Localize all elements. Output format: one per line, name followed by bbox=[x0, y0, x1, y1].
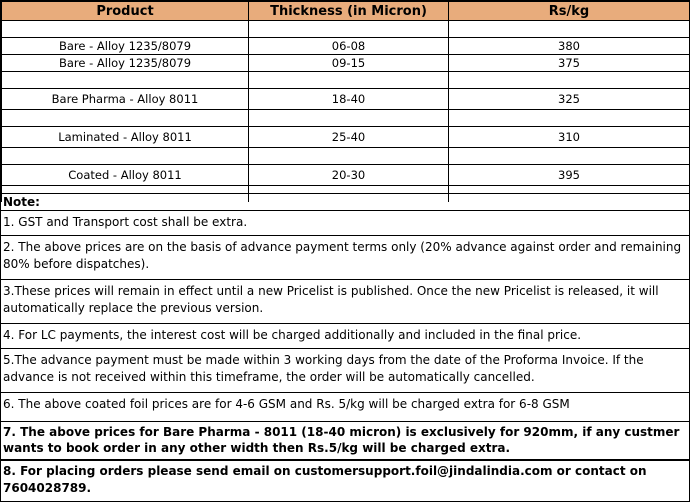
cell-price bbox=[449, 148, 690, 165]
table-row bbox=[2, 72, 690, 89]
table-row bbox=[2, 55, 690, 72]
note-item: 7. The above prices for Bare Pharma - 8011 (18-40 micron) is exclusively for 920mm, if any custmer wants to book order in any other width then Rs.5/kg will be charged extra. bbox=[1, 421, 689, 459]
cell-thickness: 18-40 bbox=[249, 89, 449, 110]
table-row bbox=[2, 127, 690, 148]
note-item: 8. For placing orders please send email on customersupport.foil@jindalindia.com or contact on 7604028789. bbox=[1, 459, 689, 483]
header-product: Product bbox=[2, 2, 249, 21]
table-row bbox=[2, 89, 690, 110]
table-header-row bbox=[2, 2, 690, 21]
cell-product: Coated - Alloy 8011 bbox=[2, 165, 249, 186]
cell-thickness bbox=[249, 110, 449, 127]
header-thickness: Thickness (in Micron) bbox=[249, 2, 449, 21]
table-row bbox=[2, 148, 690, 165]
note-item: 3.These prices will remain in effect until a new Pricelist is published. Once the new Pricelist is released, it will automatically replace the previous version. bbox=[1, 279, 689, 323]
note-item: 5.The advance payment must be made within 3 working days from the date of the Proforma Invoice. If the advance is not received within this timeframe, the order will be automatically cancelled. bbox=[1, 348, 689, 392]
cell-product bbox=[2, 21, 249, 38]
cell-thickness: 06-08 bbox=[249, 38, 449, 55]
cell-thickness bbox=[249, 21, 449, 38]
cell-product: Bare - Alloy 1235/8079 bbox=[2, 38, 249, 55]
cell-price: 325 bbox=[449, 89, 690, 110]
cell-product: Bare - Alloy 1235/8079 bbox=[2, 55, 249, 72]
table-row bbox=[2, 110, 690, 127]
note-item: 6. The above coated foil prices are for 4-6 GSM and Rs. 5/kg will be charged extra for 6-8 GSM bbox=[1, 392, 689, 421]
cell-price: 310 bbox=[449, 127, 690, 148]
cell-product bbox=[2, 110, 249, 127]
cell-thickness: 09-15 bbox=[249, 55, 449, 72]
cell-thickness bbox=[249, 148, 449, 165]
cell-product: Bare Pharma - Alloy 8011 bbox=[2, 89, 249, 110]
notes-section bbox=[1, 193, 689, 495]
cell-price bbox=[449, 72, 690, 89]
price-table bbox=[1, 1, 690, 202]
cell-product bbox=[2, 72, 249, 89]
cell-product bbox=[2, 148, 249, 165]
cell-thickness: 25-40 bbox=[249, 127, 449, 148]
cell-price: 380 bbox=[449, 38, 690, 55]
table-row bbox=[2, 165, 690, 186]
cell-product: Laminated - Alloy 8011 bbox=[2, 127, 249, 148]
cell-price bbox=[449, 21, 690, 38]
cell-thickness bbox=[249, 72, 449, 89]
table-row bbox=[2, 38, 690, 55]
cell-price bbox=[449, 110, 690, 127]
notes-heading: Note: bbox=[3, 195, 40, 209]
table-row bbox=[2, 21, 690, 38]
note-item: 4. For LC payments, the interest cost will be charged additionally and included in the final price. bbox=[1, 323, 689, 348]
cell-price: 395 bbox=[449, 165, 690, 186]
cell-thickness: 20-30 bbox=[249, 165, 449, 186]
cell-price: 375 bbox=[449, 55, 690, 72]
note-item: 2. The above prices are on the basis of advance payment terms only (20% advance against order and remaining 80% before dispatches). bbox=[1, 235, 689, 279]
header-price: Rs/kg bbox=[449, 2, 690, 21]
note-item: 1. GST and Transport cost shall be extra. bbox=[1, 210, 689, 235]
